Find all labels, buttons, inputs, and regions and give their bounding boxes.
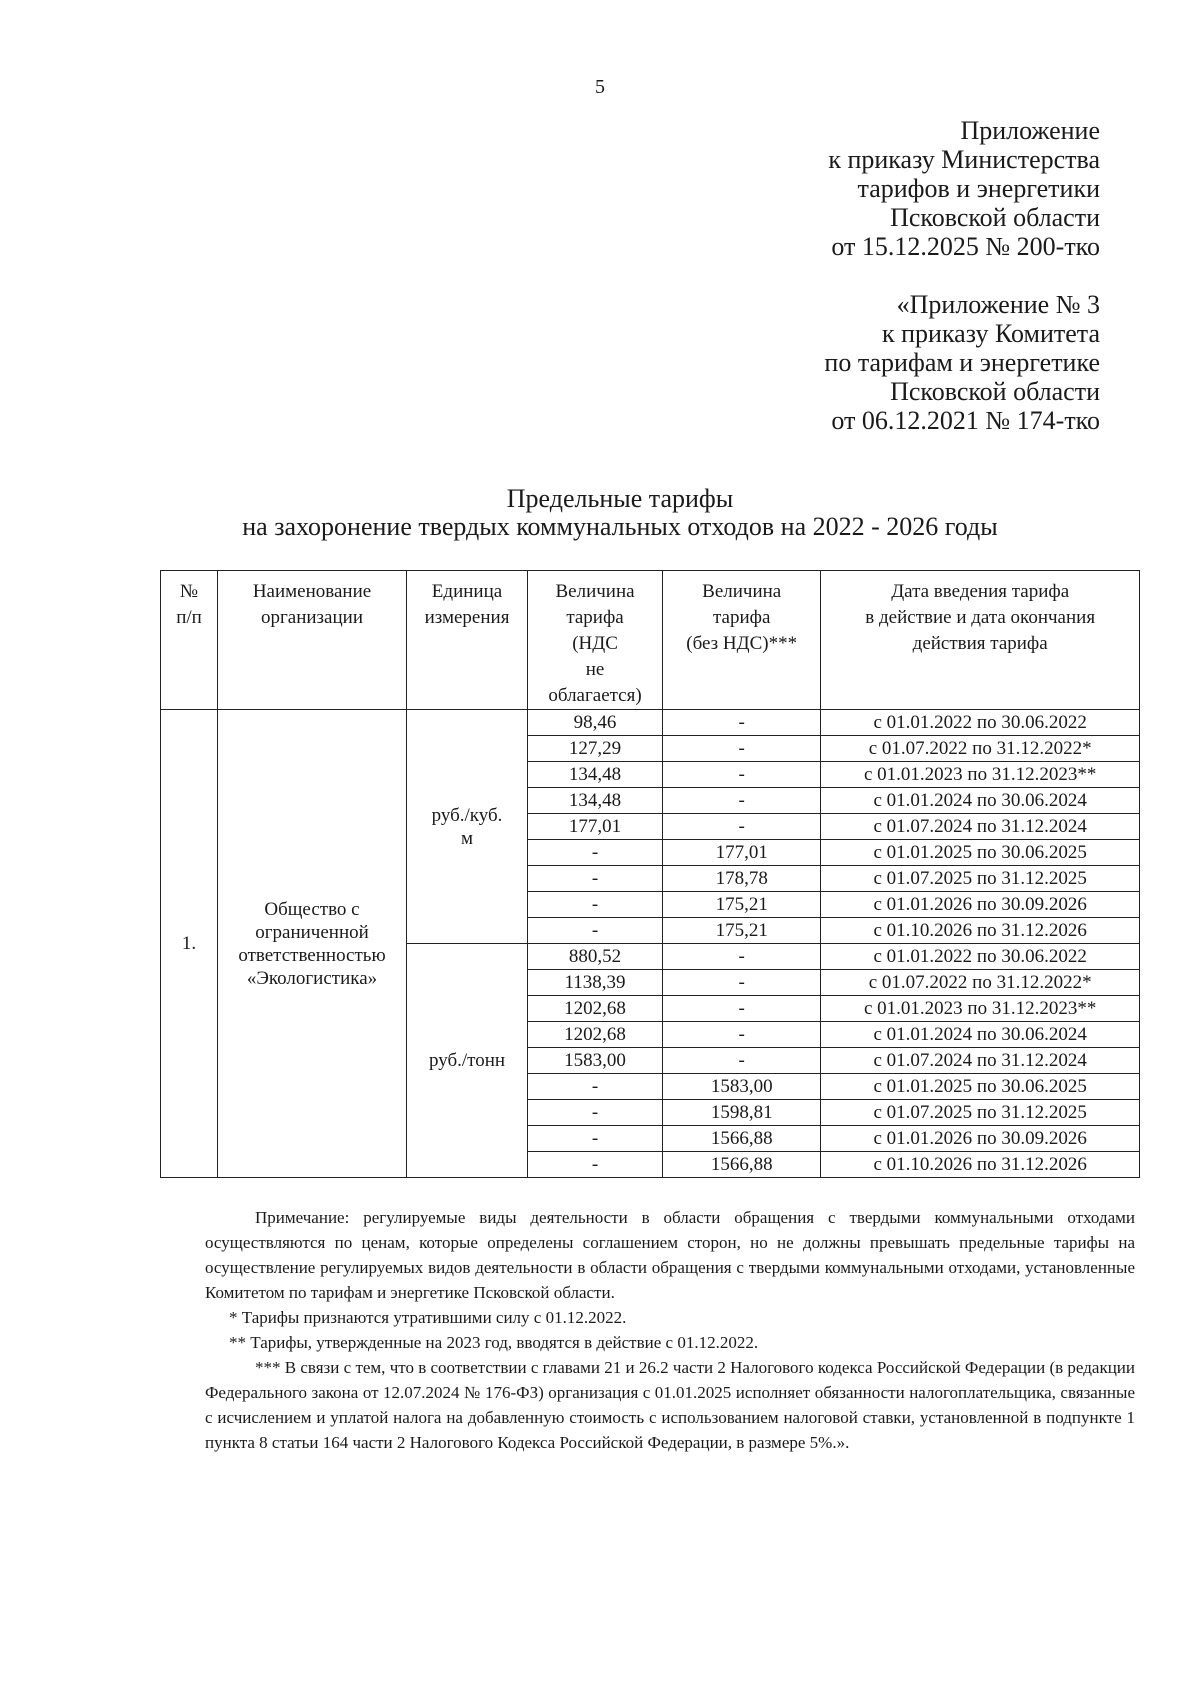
tariff-without-vat-cell: 178,78 bbox=[663, 866, 821, 892]
unit-line: руб./куб. bbox=[431, 804, 503, 826]
header-unit: Единица измерения bbox=[407, 571, 528, 710]
organization-line: «Экологистика» bbox=[246, 967, 378, 989]
unit-cell bbox=[407, 944, 528, 1178]
tariff-without-vat-cell: - bbox=[663, 814, 821, 840]
appendix-line: Псковской области bbox=[890, 203, 1100, 232]
tariff-without-vat-cell: - bbox=[663, 944, 821, 970]
period-cell: с 01.01.2023 по 31.12.2023** bbox=[821, 996, 1140, 1022]
tariff-with-vat-cell: - bbox=[528, 1126, 663, 1152]
tariff-without-vat-cell: - bbox=[663, 1022, 821, 1048]
appendix-line: Приложение bbox=[960, 116, 1100, 145]
organization-line: ответственностью bbox=[238, 944, 386, 966]
period-cell: с 01.01.2022 по 30.06.2022 bbox=[821, 710, 1140, 736]
appendix-line: от 15.12.2025 № 200-тко bbox=[831, 232, 1100, 261]
tariff-with-vat-cell: 177,01 bbox=[528, 814, 663, 840]
tariff-without-vat-cell: - bbox=[663, 996, 821, 1022]
table-row bbox=[161, 710, 1140, 736]
appendix-header-current-order bbox=[828, 116, 1100, 261]
tariff-with-vat-cell: - bbox=[528, 1152, 663, 1178]
tariff-without-vat-cell: - bbox=[663, 736, 821, 762]
tariff-without-vat-cell: 1566,88 bbox=[663, 1152, 821, 1178]
appendix-line: к приказу Министерства bbox=[828, 145, 1100, 174]
tariff-with-vat-cell: - bbox=[528, 840, 663, 866]
period-cell: с 01.01.2022 по 30.06.2022 bbox=[821, 944, 1140, 970]
footnote-2: ** Тарифы, утвержденные на 2023 год, вводятся в действие с 01.12.2022. bbox=[229, 1333, 759, 1352]
period-cell: с 01.01.2023 по 31.12.2023** bbox=[821, 762, 1140, 788]
tariff-with-vat-cell: - bbox=[528, 1074, 663, 1100]
period-cell: с 01.07.2024 по 31.12.2024 bbox=[821, 814, 1140, 840]
table-header-row bbox=[161, 571, 1140, 710]
period-cell: с 01.01.2025 по 30.06.2025 bbox=[821, 1074, 1140, 1100]
tariff-with-vat-cell: 1202,68 bbox=[528, 996, 663, 1022]
tariff-with-vat-cell: - bbox=[528, 918, 663, 944]
tariff-with-vat-cell: 1202,68 bbox=[528, 1022, 663, 1048]
tariff-with-vat-cell: - bbox=[528, 892, 663, 918]
period-cell: с 01.07.2022 по 31.12.2022* bbox=[821, 970, 1140, 996]
appendix-line: к приказу Комитета bbox=[881, 319, 1100, 348]
tariff-without-vat-cell: 1583,00 bbox=[663, 1074, 821, 1100]
tariff-without-vat-cell: 175,21 bbox=[663, 892, 821, 918]
header-dates: Дата введения тарифа в действие и дата окончания действия тарифа bbox=[821, 571, 1140, 710]
period-cell: с 01.01.2026 по 30.09.2026 bbox=[821, 1126, 1140, 1152]
organization-line: ограниченной bbox=[255, 921, 369, 943]
appendix-header-original-order bbox=[824, 290, 1100, 435]
period-cell: с 01.01.2025 по 30.06.2025 bbox=[821, 840, 1140, 866]
organization-line: Общество с bbox=[264, 898, 360, 920]
tariff-without-vat-cell: - bbox=[663, 710, 821, 736]
period-cell: с 01.01.2024 по 30.06.2024 bbox=[821, 788, 1140, 814]
appendix-line: «Приложение № 3 bbox=[896, 290, 1100, 319]
tariff-with-vat-cell: 134,48 bbox=[528, 788, 663, 814]
tariff-without-vat-cell: 175,21 bbox=[663, 918, 821, 944]
header-tariff-without-vat: Величина тарифа (без НДС)*** bbox=[663, 571, 821, 710]
tariffs-table bbox=[160, 570, 1140, 1178]
period-cell: с 01.07.2025 по 31.12.2025 bbox=[821, 866, 1140, 892]
document-subtitle: на захоронение твердых коммунальных отходов на 2022 - 2026 годы bbox=[242, 512, 998, 541]
note-paragraph: Примечание: регулируемые виды деятельности в области обращения с твердыми коммунальными отходами осуществляются по ценам, которые определены соглашением сторон, но не должны превышать предельные тарифы на осуществление регулируемых видов деятельности в области обращения с твердыми коммунальными отходами, установленные Комитетом по тарифам и энергетике Псковской области. bbox=[205, 1208, 1135, 1302]
footnote-3: *** В связи с тем, что в соответствии с главами 21 и 26.2 части 2 Налогового кодекса Российской Федерации (в редакции Федерального закона от 12.07.2024 № 176-ФЗ) организация с 01.01.2025 исполняет обязанности налогоплательщика, связанные с исчислением и уплатой налога на добавленную стоимость с использованием налоговой ставки, установленной в подпункте 1 пункта 8 статьи 164 части 2 Налогового Кодекса Российской Федерации, в размере 5%.». bbox=[205, 1358, 1135, 1452]
period-cell: с 01.07.2024 по 31.12.2024 bbox=[821, 1048, 1140, 1074]
footnote-1: * Тарифы признаются утратившими силу с 01.12.2022. bbox=[229, 1308, 627, 1327]
tariff-with-vat-cell: - bbox=[528, 866, 663, 892]
appendix-line: Псковской области bbox=[890, 377, 1100, 406]
unit-line: руб./тонн bbox=[428, 1050, 506, 1071]
tariff-without-vat-cell: - bbox=[663, 970, 821, 996]
row-number-cell: 1. bbox=[161, 710, 218, 1178]
appendix-line: тарифов и энергетики bbox=[857, 174, 1100, 203]
period-cell: с 01.10.2026 по 31.12.2026 bbox=[821, 1152, 1140, 1178]
organization-cell bbox=[218, 710, 407, 1178]
tariff-with-vat-cell: 134,48 bbox=[528, 762, 663, 788]
tariff-without-vat-cell: - bbox=[663, 1048, 821, 1074]
tariff-without-vat-cell: - bbox=[663, 788, 821, 814]
notes-section bbox=[205, 1205, 1135, 1455]
tariff-with-vat-cell: 127,29 bbox=[528, 736, 663, 762]
header-tariff-with-vat: Величина тарифа (НДС не облагается) bbox=[528, 571, 663, 710]
header-num: № п/п bbox=[161, 571, 218, 710]
unit-cell bbox=[407, 710, 528, 944]
tariff-without-vat-cell: 1598,81 bbox=[663, 1100, 821, 1126]
period-cell: с 01.07.2025 по 31.12.2025 bbox=[821, 1100, 1140, 1126]
tariff-without-vat-cell: 1566,88 bbox=[663, 1126, 821, 1152]
appendix-line: от 06.12.2021 № 174-тко bbox=[831, 406, 1100, 435]
tariff-with-vat-cell: 1583,00 bbox=[528, 1048, 663, 1074]
tariff-with-vat-cell: 98,46 bbox=[528, 710, 663, 736]
period-cell: с 01.07.2022 по 31.12.2022* bbox=[821, 736, 1140, 762]
tariff-without-vat-cell: - bbox=[663, 762, 821, 788]
page-number: 5 bbox=[595, 76, 605, 98]
period-cell: с 01.01.2026 по 30.09.2026 bbox=[821, 892, 1140, 918]
tariff-without-vat-cell: 177,01 bbox=[663, 840, 821, 866]
appendix-line: по тарифам и энергетике bbox=[824, 348, 1100, 377]
tariff-with-vat-cell: 1138,39 bbox=[528, 970, 663, 996]
tariff-with-vat-cell: 880,52 bbox=[528, 944, 663, 970]
period-cell: с 01.01.2024 по 30.06.2024 bbox=[821, 1022, 1140, 1048]
unit-line: м bbox=[460, 827, 474, 849]
tariff-with-vat-cell: - bbox=[528, 1100, 663, 1126]
period-cell: с 01.10.2026 по 31.12.2026 bbox=[821, 918, 1140, 944]
document-title: Предельные тарифы bbox=[506, 484, 734, 513]
header-organization: Наименование организации bbox=[218, 571, 407, 710]
